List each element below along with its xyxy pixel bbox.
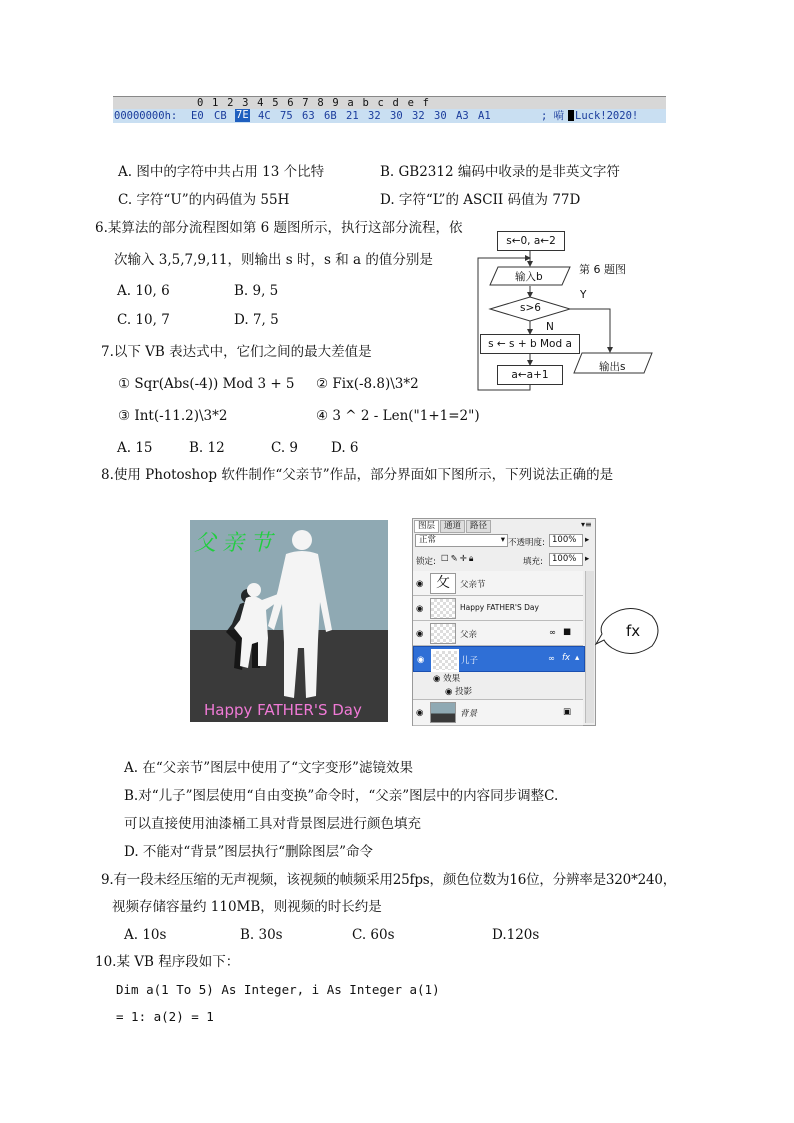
q8-stem: 8.使用 Photoshop 软件制作“父亲节”作品，部分界面如下图所示，下列说法正确的是 — [101, 467, 614, 483]
q9-option-b: B. 30s — [240, 927, 283, 943]
q8-option-b: B.对“儿子”图层使用“自由变换”命令时，“父亲”图层中的内容同步调整C. — [124, 788, 559, 804]
link-icon: ∞ — [549, 628, 557, 638]
flowchart-input: 输入b — [515, 271, 543, 283]
fill-input[interactable]: 100% — [549, 553, 583, 566]
q7-option-d: D. 6 — [331, 440, 359, 456]
panel-menu-icon[interactable]: ▾≡ — [581, 520, 592, 529]
q6-stem-line1: 6.某算法的部分流程图如第 6 题图所示，执行这部分流程，依 — [95, 220, 463, 236]
q9-option-c: C. 60s — [352, 927, 395, 943]
q6-stem-line2: 次输入 3,5,7,9,11，则输出 s 时，s 和 a 的值分别是 — [114, 252, 433, 268]
hex-byte: A3 — [456, 110, 469, 122]
layer-row-father[interactable] — [413, 621, 583, 646]
flowchart-no-label: N — [546, 321, 554, 333]
drop-shadow-label: 投影 — [455, 687, 473, 697]
hex-byte: E0 — [191, 110, 204, 122]
effects-label: 效果 — [443, 674, 461, 684]
q5-option-b: B. GB2312 编码中收录的是非英文字符 — [380, 164, 620, 180]
q8-option-c: 可以直接使用油漆桶工具对背景图层进行颜色填充 — [124, 816, 421, 832]
hex-byte: 6B — [324, 110, 337, 122]
hex-byte: A1 — [478, 110, 491, 122]
q6-option-a: A. 10, 6 — [117, 283, 170, 299]
layer-row-happy-text[interactable] — [413, 596, 583, 621]
eye-icon[interactable]: ◉ — [416, 629, 424, 639]
layer-row-background[interactable] — [413, 699, 583, 726]
q7-option-a: A. 15 — [117, 440, 153, 456]
q9-stem-line1: 9.有一段未经压缩的无声视频，该视频的帧频采用25fps，颜色位数为16位，分辨率是320*240， — [101, 872, 677, 888]
hex-text-prefix: ; 嗬 — [541, 110, 565, 122]
q5-option-a: A. 图中的字符中共占用 13 个比特 — [118, 164, 325, 180]
opacity-label: 不透明度: — [508, 538, 545, 548]
layer-name: 父亲 — [460, 630, 478, 640]
text-cursor — [568, 110, 574, 121]
layer-name: 儿子 — [461, 656, 479, 666]
hex-byte: 32 — [412, 110, 425, 122]
layer-row-son-selected[interactable] — [413, 646, 585, 672]
hex-column-header: 0 1 2 3 4 5 6 7 8 9 a b c d e f — [197, 97, 430, 109]
hex-text-suffix: Luck!2020! — [575, 110, 639, 122]
lock-icon: ▣ — [563, 707, 572, 717]
q6-option-b: B. 9, 5 — [234, 283, 279, 299]
poster-title-art: 父亲节 — [194, 531, 279, 556]
q10-code-line1: Dim a(1 To 5) As Integer, i As Integer a(1) — [116, 982, 440, 997]
q9-option-a: A. 10s — [124, 927, 167, 943]
layer-thumbnail: ⺙ — [430, 573, 456, 594]
flowchart-decision: s>6 — [520, 302, 541, 314]
chevron-down-icon: ▾ — [500, 535, 505, 545]
eye-icon[interactable]: ◉ — [416, 579, 424, 589]
hex-byte: 30 — [434, 110, 447, 122]
lock-icons[interactable]: ☐✎✛🔒︎ — [441, 554, 476, 564]
chevron-up-icon[interactable]: ▴ — [575, 653, 580, 663]
layer-name: 父亲节 — [460, 580, 486, 590]
hex-byte-selected: 7E — [236, 109, 249, 121]
q10-stem: 10.某 VB 程序段如下： — [95, 954, 240, 970]
q10-code-line2: = 1: a(2) = 1 — [116, 1009, 214, 1024]
q8-option-d: D. 不能对“背景”图层执行“删除图层”命令 — [124, 844, 374, 860]
blend-mode-value: 正常 — [419, 535, 437, 545]
blend-mode-select[interactable] — [415, 534, 508, 547]
flowchart-yes-label: Y — [580, 289, 587, 301]
poster-caption: Happy FATHER'S Day — [204, 701, 362, 719]
q5-option-c: C. 字符“U”的内码值为 55H — [118, 192, 290, 208]
flowchart-caption: 第 6 题图 — [579, 263, 626, 276]
layer-name: Happy FATHER'S Day — [460, 603, 539, 612]
q7-option-c: C. 9 — [271, 440, 299, 456]
tab-paths[interactable]: 路径 — [466, 520, 491, 533]
q7-expr-1: ① Sqr(Abs(-4)) Mod 3 + 5 — [118, 376, 295, 392]
q8-option-a: A. 在“父亲节”图层中使用了“文字变形”滤镜效果 — [124, 760, 413, 776]
hex-byte: 32 — [368, 110, 381, 122]
hex-byte: CB — [214, 110, 227, 122]
q6-option-d: D. 7, 5 — [234, 312, 279, 328]
q5-option-d: D. 字符“L”的 ASCII 码值为 77D — [380, 192, 581, 208]
hex-viewer — [113, 96, 666, 125]
q7-expr-4: ④ 3 ^ 2 - Len("1+1=2") — [316, 408, 480, 424]
hex-data-row — [113, 109, 666, 123]
hex-offset: 00000000h: — [114, 110, 178, 122]
hex-header-bar — [113, 96, 666, 109]
effects-row[interactable] — [433, 672, 460, 684]
fill-arrow-icon[interactable]: ▸ — [585, 554, 590, 564]
q9-option-d: D.120s — [492, 927, 540, 943]
layer-thumbnail — [431, 649, 459, 672]
lock-icon: ■ — [563, 627, 572, 637]
layer-name: 背景 — [460, 709, 478, 719]
tab-channels[interactable]: 通道 — [440, 520, 465, 533]
hex-byte: 30 — [390, 110, 403, 122]
hex-byte: 4C — [258, 110, 271, 122]
flowchart-process2: a←a+1 — [497, 365, 563, 385]
q7-option-b: B. 12 — [189, 440, 225, 456]
layer-row-fathers-day-text[interactable] — [413, 571, 583, 596]
fathers-day-poster — [190, 520, 388, 722]
layers-scrollbar[interactable] — [585, 571, 594, 723]
flowchart-init: s←0, a←2 — [497, 231, 565, 251]
fx-icon[interactable]: fx — [562, 653, 571, 663]
q7-expr-3: ③ Int(-11.2)\3*2 — [118, 408, 228, 424]
flowchart-output: 输出s — [599, 361, 626, 373]
q7-stem: 7.以下 VB 表达式中，它们之间的最大差值是 — [101, 344, 372, 360]
layers-panel — [412, 518, 596, 726]
fx-callout-text: fx — [626, 622, 641, 640]
q6-option-c: C. 10, 7 — [117, 312, 170, 328]
q9-stem-line2: 视频存储容量约 110MB，则视频的时长约是 — [112, 899, 382, 915]
fill-label: 填充: — [523, 557, 543, 567]
eye-icon[interactable]: ◉ — [417, 655, 425, 665]
link-icon: ∞ — [548, 654, 556, 664]
layer-thumbnail — [430, 702, 456, 723]
eye-icon[interactable]: ◉ — [445, 687, 453, 697]
opacity-input[interactable]: 100% — [549, 534, 583, 547]
tab-layers[interactable]: 图层 — [414, 520, 439, 533]
layer-thumbnail — [430, 598, 456, 619]
hex-byte: 75 — [280, 110, 293, 122]
lock-label: 锁定: — [416, 557, 436, 567]
drop-shadow-row[interactable] — [445, 685, 472, 697]
layer-thumbnail — [430, 623, 456, 644]
q7-expr-2: ② Fix(-8.8)\3*2 — [316, 376, 419, 392]
opacity-arrow-icon[interactable]: ▸ — [585, 535, 590, 545]
flowchart-process1: s ← s + b Mod a — [480, 334, 580, 354]
eye-icon[interactable]: ◉ — [433, 674, 441, 684]
eye-icon[interactable]: ◉ — [416, 708, 424, 718]
hex-byte: 63 — [302, 110, 315, 122]
hex-byte: 21 — [346, 110, 359, 122]
eye-icon[interactable]: ◉ — [416, 604, 424, 614]
